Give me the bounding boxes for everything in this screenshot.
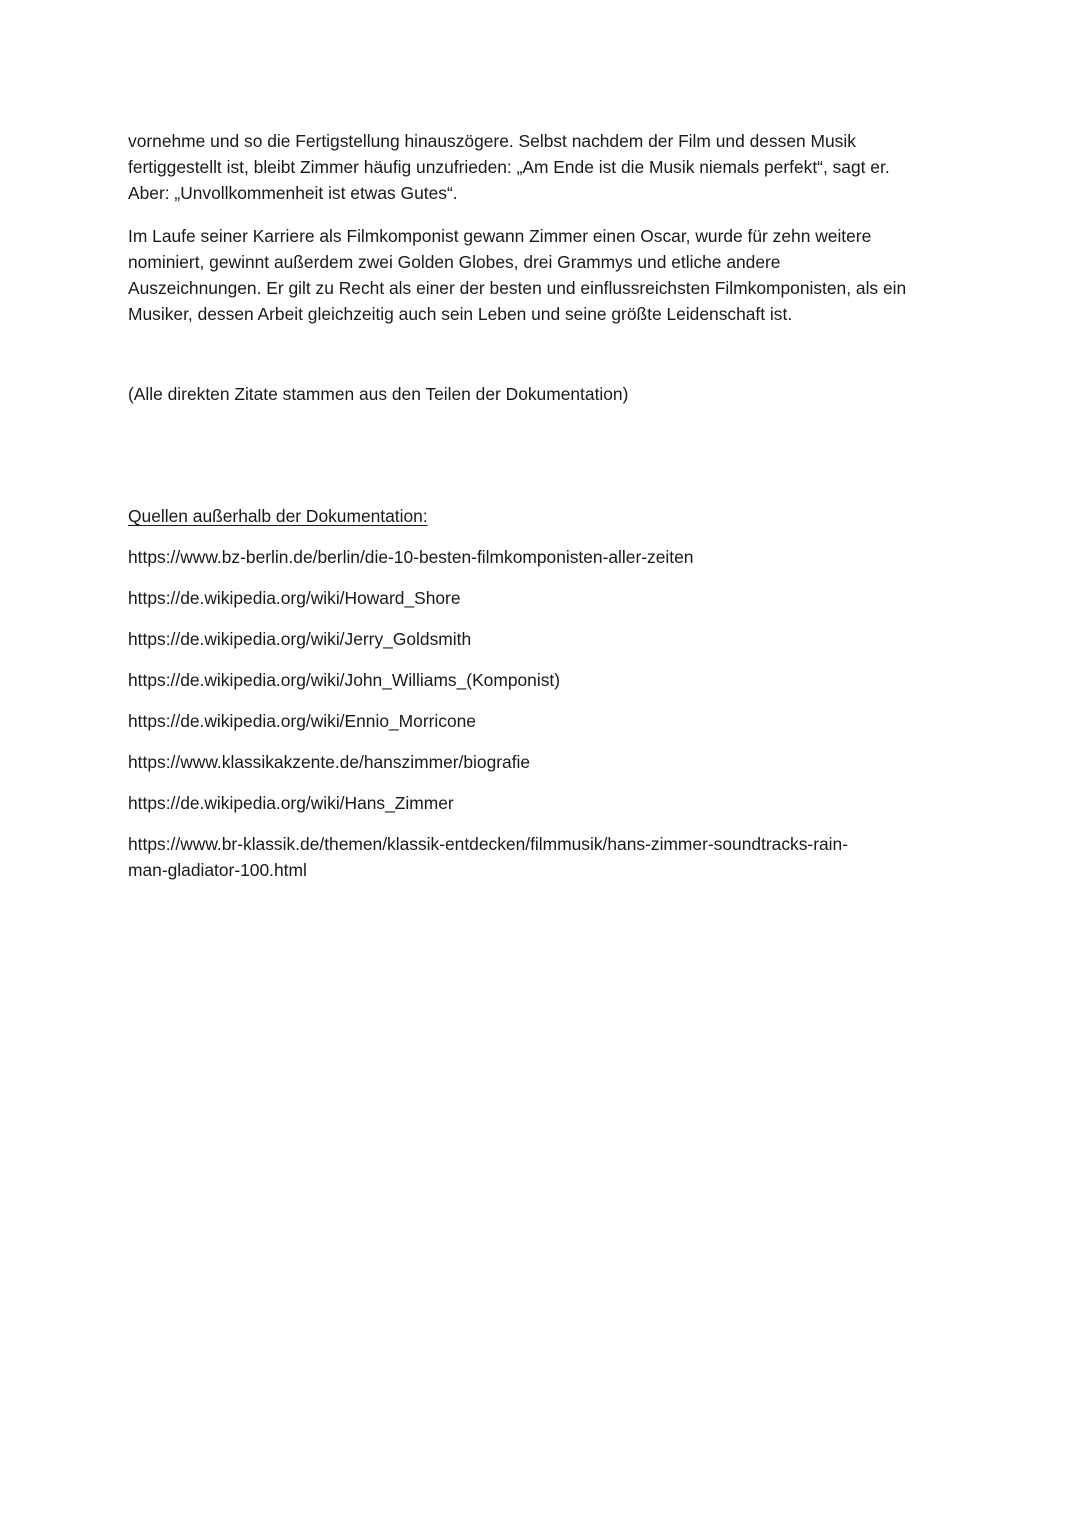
body-paragraph: Im Laufe seiner Karriere als Filmkomponist gewann Zimmer einen Oscar, wurde für zehn weitere nominiert, gewinnt außerdem zwei Golden Globes, drei Grammys und etliche andere Auszeichnungen. Er gilt zu Recht als einer der besten und einflussreichsten Filmkomponisten, als ein Musiker, dessen Arbeit gleichzeitig auch sein Leben und seine größte Leidenschaft ist. [128,226,907,324]
source-list [128,544,948,883]
source-link: https://de.wikipedia.org/wiki/Howard_Shore [128,588,461,608]
source-link: https://de.wikipedia.org/wiki/John_Williams_(Komponist) [128,670,561,690]
source-link: https://de.wikipedia.org/wiki/Jerry_Goldsmith [128,629,472,649]
sources-heading: Quellen außerhalb der Dokumentation: [128,506,428,526]
source-link: https://de.wikipedia.org/wiki/Hans_Zimmer [128,793,454,813]
source-link: https://www.klassikakzente.de/hanszimmer/biografie [128,752,531,772]
quotes-note: (Alle direkten Zitate stammen aus den Teilen der Dokumentation) [128,384,629,404]
document-body [128,128,948,898]
source-link: https://www.br-klassik.de/themen/klassik-entdecken/filmmusik/hans-zimmer-soundtracks-rain- man-gladiator-100.html [128,834,849,880]
source-link: https://www.bz-berlin.de/berlin/die-10-besten-filmkomponisten-aller-zeiten [128,547,694,567]
source-link: https://de.wikipedia.org/wiki/Ennio_Morricone [128,711,476,731]
body-paragraph: vornehme und so die Fertigstellung hinauszögere. Selbst nachdem der Film und dessen Musik fertiggestellt ist, bleibt Zimmer häufig unzufrieden: „Am Ende ist die Musik niemals perfekt“, sagt er. Aber: „Unvollkommenheit ist etwas Gutes“. [128,131,890,203]
